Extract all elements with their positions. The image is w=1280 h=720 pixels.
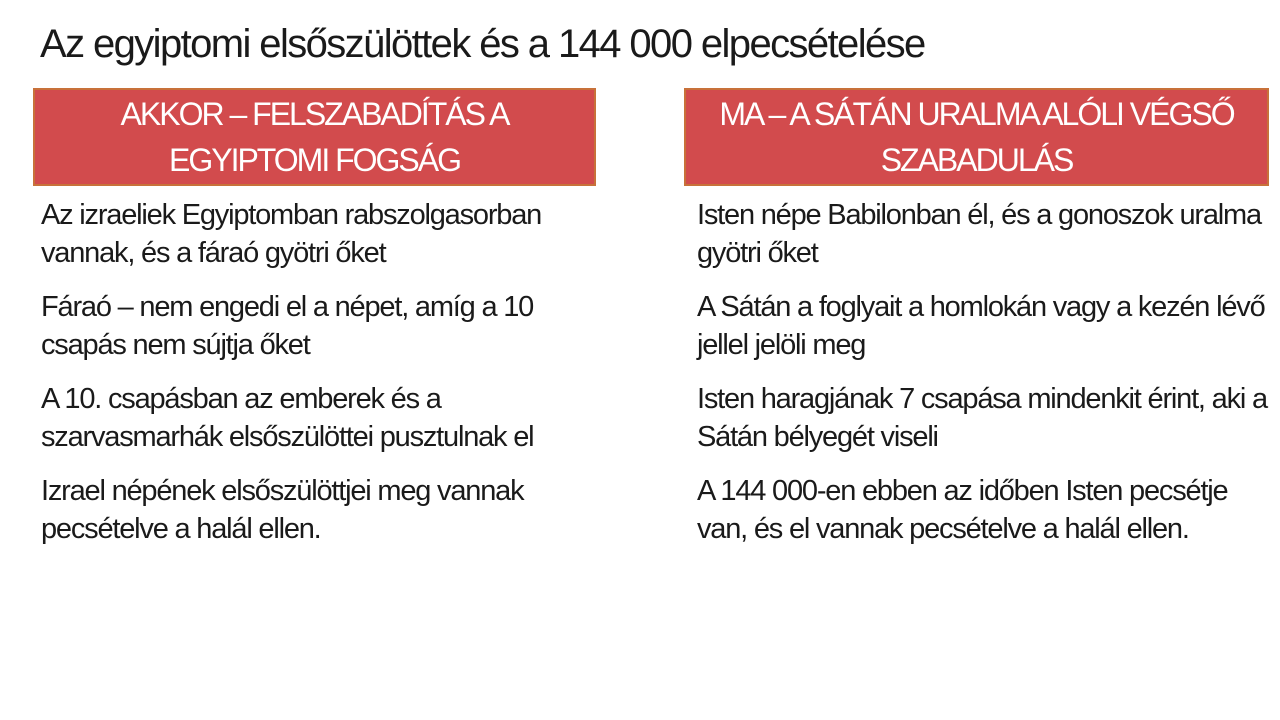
slide-title: Az egyiptomi elsőszülöttek és a 144 000 elpecsételése bbox=[40, 22, 925, 66]
then-item-pharaoh: Fáraó – nem engedi el a népet, amíg a 10 csapás nem sújtja őket bbox=[41, 291, 534, 361]
now-column bbox=[684, 88, 1269, 564]
then-item-firstborn-sealed: Izrael népének elsőszülöttjei meg vannak pecsételve a halál ellen. bbox=[41, 475, 524, 545]
now-item-seven-plagues: Isten haragjának 7 csapása mindenkit érint, aki a Sátán bélyegét viseli bbox=[697, 383, 1267, 453]
now-item-satan-mark: A Sátán a foglyait a homlokán vagy a kezén lévő jellel jelöli meg bbox=[697, 291, 1265, 361]
then-item-israelites-slavery: Az izraeliek Egyiptomban rabszolgasorban vannak, és a fáraó gyötri őket bbox=[41, 199, 542, 269]
now-column-header bbox=[684, 88, 1269, 186]
now-item-144000-sealed: A 144 000-en ebben az időben Isten pecsétje van, és el vannak pecsételve a halál ellen. bbox=[697, 475, 1228, 545]
then-column-header bbox=[33, 88, 596, 186]
then-column bbox=[33, 88, 596, 564]
now-column-header-text: MA – A SÁTÁN URALMA ALÓLI VÉGSŐ SZABADULÁS bbox=[719, 96, 1234, 178]
then-list bbox=[33, 186, 596, 548]
then-column-header-text: AKKOR – FELSZABADÍTÁS A EGYIPTOMI FOGSÁG bbox=[120, 96, 509, 178]
now-item-babylon: Isten népe Babilonban él, és a gonoszok uralma gyötri őket bbox=[697, 199, 1261, 269]
then-item-tenth-plague: A 10. csapásban az emberek és a szarvasmarhák elsőszülöttei pusztulnak el bbox=[41, 383, 534, 453]
now-list bbox=[684, 186, 1269, 548]
